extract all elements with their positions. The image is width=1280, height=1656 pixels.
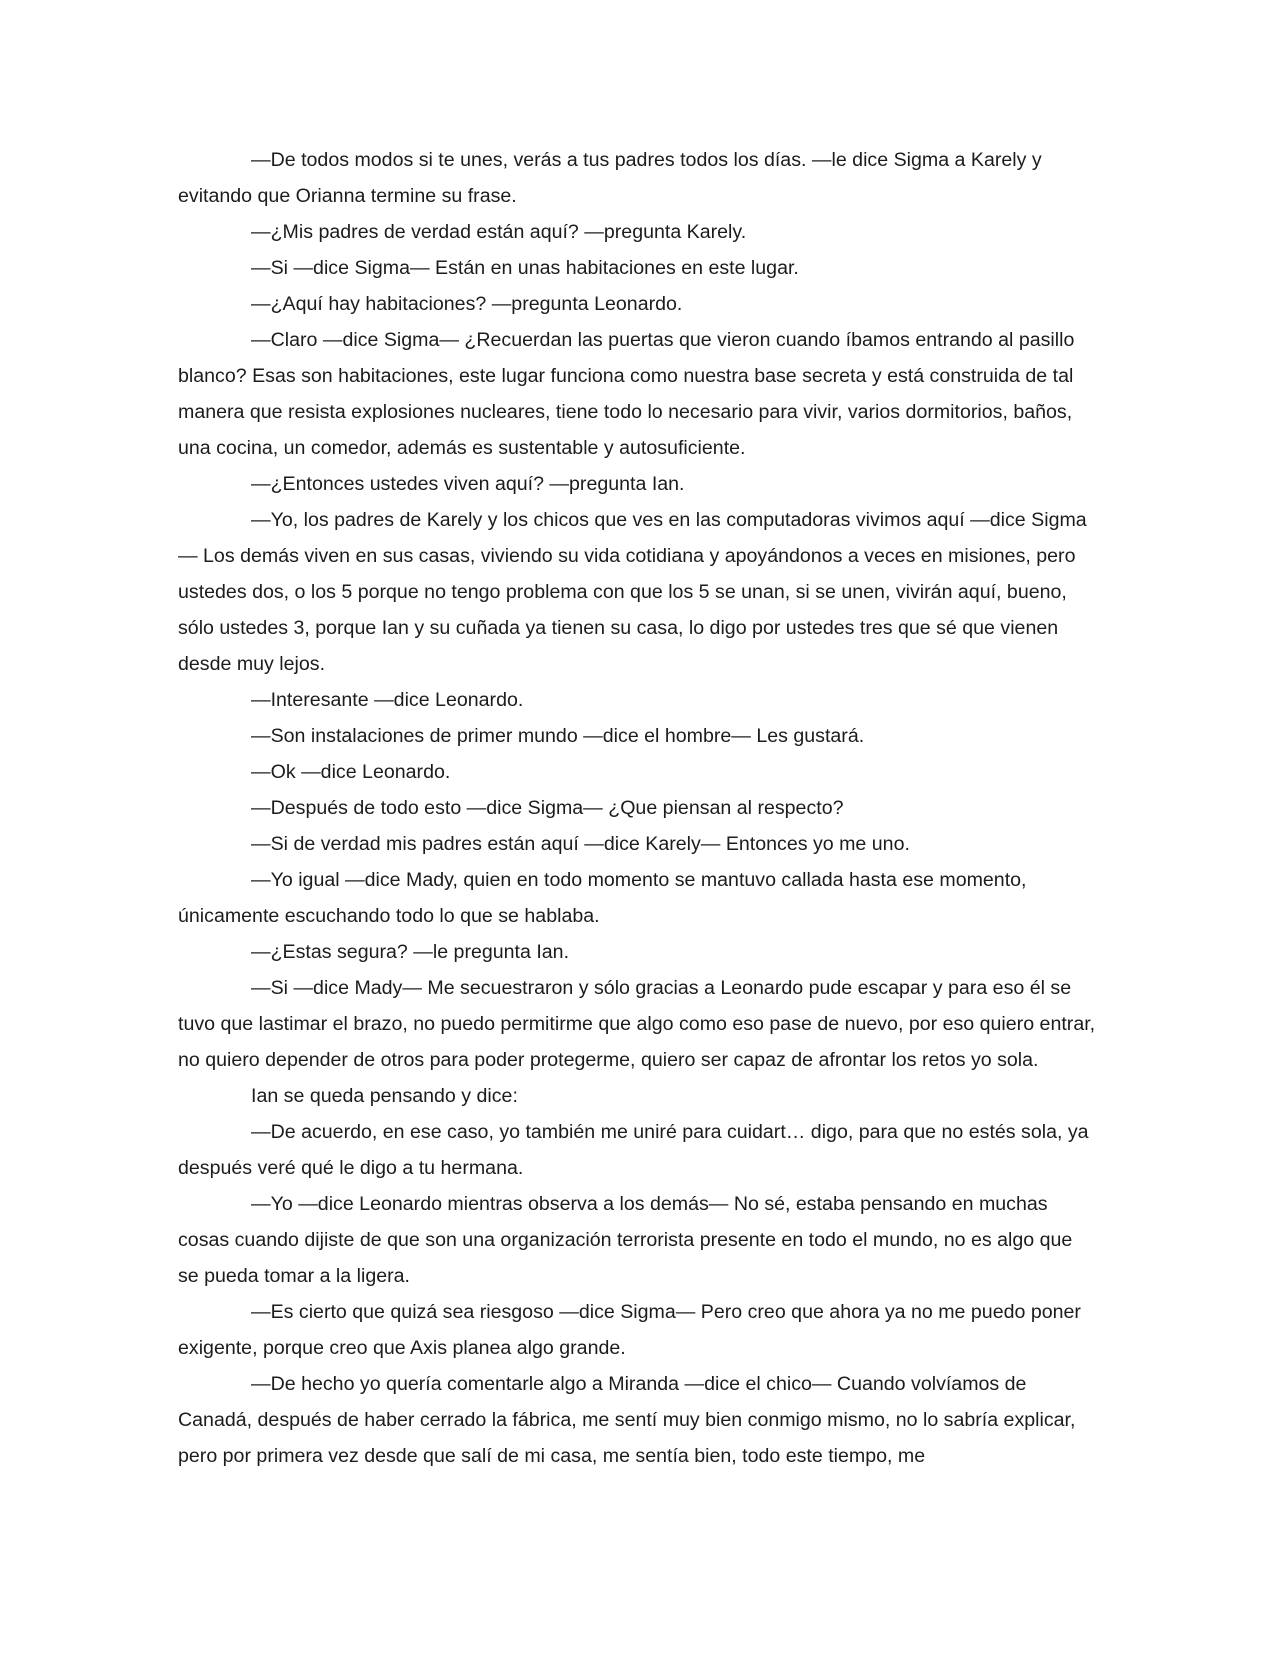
paragraph: —Después de todo esto —dice Sigma— ¿Que piensan al respecto? [251,797,844,819]
paragraph: —¿Entonces ustedes viven aquí? —pregunta Ian. [251,473,685,495]
paragraph: —Interesante —dice Leonardo. [251,689,524,711]
paragraph: —Yo —dice Leonardo mientras observa a los demás— No sé, estaba pensando en muchas cosas cuando dijiste de que son una organización terrorista presente en todo el mundo, no es algo que se pueda tomar a la ligera. [178,1193,1073,1287]
paragraph: —Es cierto que quizá sea riesgoso —dice Sigma— Pero creo que ahora ya no me puedo poner exigente, porque creo que Axis planea algo grande. [178,1301,1081,1359]
paragraph: —De acuerdo, en ese caso, yo también me uniré para cuidart… digo, para que no estés sola, ya después veré qué le digo a tu hermana. [178,1121,1089,1179]
paragraph: —¿Mis padres de verdad están aquí? —pregunta Karely. [251,221,747,243]
paragraph: —Son instalaciones de primer mundo —dice el hombre— Les gustará. [251,725,865,747]
paragraph: —Yo, los padres de Karely y los chicos que ves en las computadoras vivimos aquí —dice Sigma— Los demás viven en sus casas, viviendo su vida cotidiana y apoyándonos a veces en misiones, pero ustedes dos, o los 5 porque no tengo problema con que los 5 se unan, si se unen, vivirán aquí, bueno, sólo ustedes 3, porque Ian y su cuñada ya tienen su casa, lo digo por ustedes tres que sé que vienen desde muy lejos. [178,509,1087,675]
paragraph: —Si —dice Mady— Me secuestraron y sólo gracias a Leonardo pude escapar y para eso él se tuvo que lastimar el brazo, no puedo permitirme que algo como eso pase de nuevo, por eso quiero entrar, no quiero depender de otros para poder protegerme, quiero ser capaz de afrontar los retos yo sola. [178,977,1096,1071]
paragraph: —De hecho yo quería comentarle algo a Miranda —dice el chico— Cuando volvíamos de Canadá, después de haber cerrado la fábrica, me sentí muy bien conmigo mismo, no lo sabría explicar, pero por primera vez desde que salí de mi casa, me sentía bien, todo este tiempo, me [178,1373,1076,1467]
paragraph: —¿Estas segura? —le pregunta Ian. [251,941,570,963]
paragraph: —¿Aquí hay habitaciones? —pregunta Leonardo. [251,293,683,315]
document-body [178,142,1098,1474]
paragraph: Ian se queda pensando y dice: [251,1085,518,1107]
paragraph: —Ok —dice Leonardo. [251,761,451,783]
paragraph: —Si —dice Sigma— Están en unas habitaciones en este lugar. [251,257,799,279]
paragraph: —Claro —dice Sigma— ¿Recuerdan las puertas que vieron cuando íbamos entrando al pasillo blanco? Esas son habitaciones, este lugar funciona como nuestra base secreta y está construida de tal manera que resista explosiones nucleares, tiene todo lo necesario para vivir, varios dormitorios, baños, una cocina, un comedor, además es sustentable y autosuficiente. [178,329,1075,459]
paragraph: —Si de verdad mis padres están aquí —dice Karely— Entonces yo me uno. [251,833,910,855]
paragraph: —Yo igual —dice Mady, quien en todo momento se mantuvo callada hasta ese momento, únicamente escuchando todo lo que se hablaba. [178,869,1027,927]
paragraph: —De todos modos si te unes, verás a tus padres todos los días. —le dice Sigma a Karely y evitando que Orianna termine su frase. [178,149,1042,207]
